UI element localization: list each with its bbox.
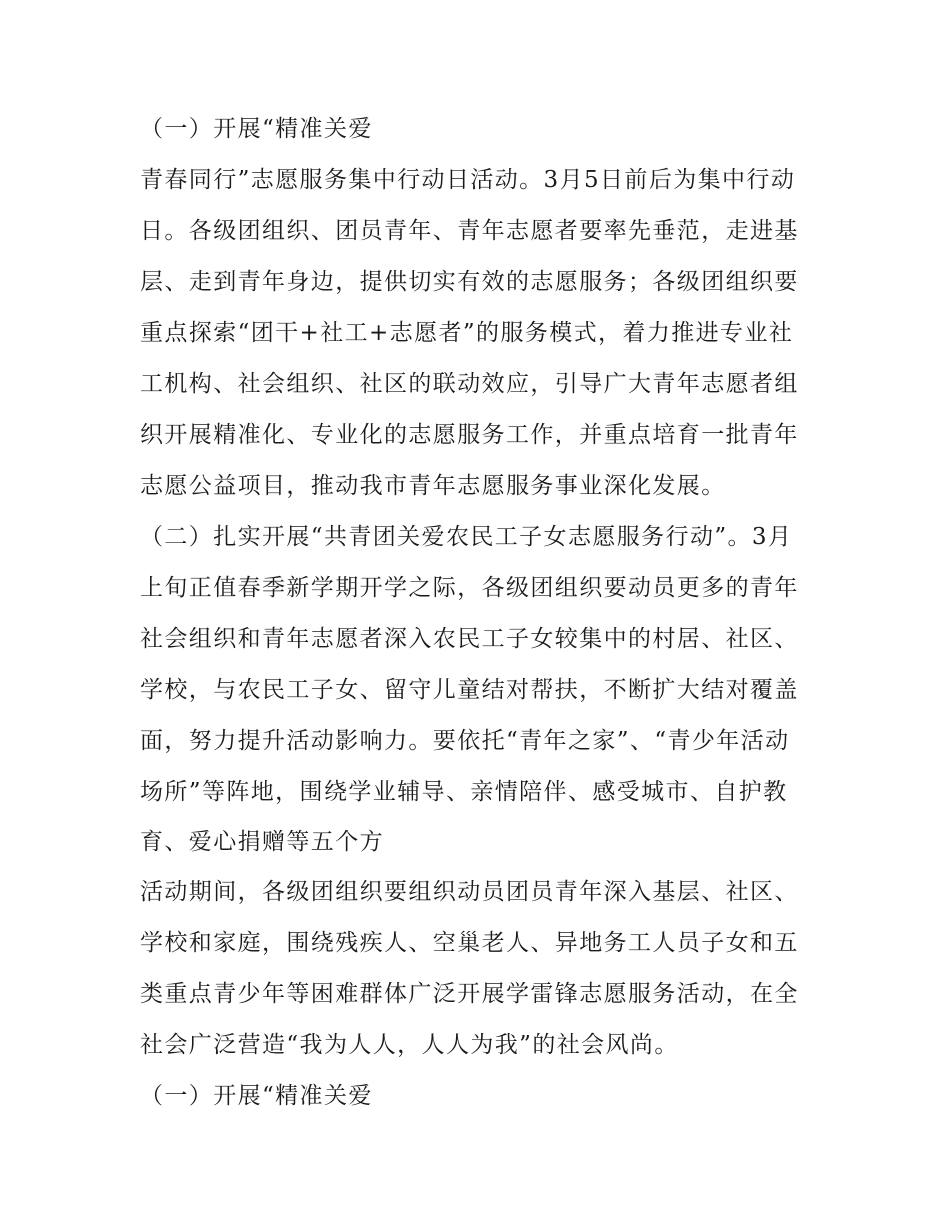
text-line: 织开展精准化、专业化的志愿服务工作，并重点培育一批青年 [140, 422, 799, 448]
text-line: 育、爱心捐赠等五个方 [140, 829, 384, 855]
text-line: 类重点青少年等困难群体广泛开展学雷锋志愿服务活动，在全 [140, 981, 799, 1007]
text-line: 日。各级团组织、团员青年、青年志愿者要率先垂范，走进基 [140, 218, 799, 244]
text-line: 面，努力提升活动影响力。要依托“青年之家”、“青少年活动 [140, 728, 790, 754]
text-line: 学校，与农民工子女、留守儿童结对帮扶，不断扩大结对覆盖 [140, 677, 799, 703]
text-line: 社会组织和青年志愿者深入农民工子女较集中的村居、社区、 [140, 626, 799, 652]
text-line: （一）开展“精准关爱 [140, 116, 373, 142]
text-line: 青春同行”志愿服务集中行动日活动。3月5日前后为集中行动 [140, 167, 796, 193]
text-line: 场所”等阵地，围绕学业辅导、亲情陪伴、感受城市、自护教 [140, 779, 788, 805]
text-line: 志愿公益项目，推动我市青年志愿服务事业深化发展。 [140, 473, 726, 499]
text-line: 社会广泛营造“我为人人，人人为我”的社会风尚。 [140, 1032, 679, 1058]
text-line: 学校和家庭，围绕残疾人、空巢老人、异地务工人员子女和五 [140, 930, 799, 956]
text-line: 层、走到青年身边，提供切实有效的志愿服务；各级团组织要 [140, 269, 799, 295]
text-line: 上旬正值春季新学期开学之际，各级团组织要动员更多的青年 [140, 575, 799, 601]
text-line: 工机构、社会组织、社区的联动效应，引导广大青年志愿者组 [140, 371, 799, 397]
text-line: 活动期间，各级团组织要组织动员团员青年深入基层、社区、 [140, 879, 799, 905]
text-line: （二）扎实开展“共青团关爱农民工子女志愿服务行动”。3月 [140, 524, 793, 550]
text-line: （一）开展“精准关爱 [140, 1083, 373, 1109]
text-line: 重点探索“团干+社工+志愿者”的服务模式，着力推进专业社 [140, 320, 794, 346]
